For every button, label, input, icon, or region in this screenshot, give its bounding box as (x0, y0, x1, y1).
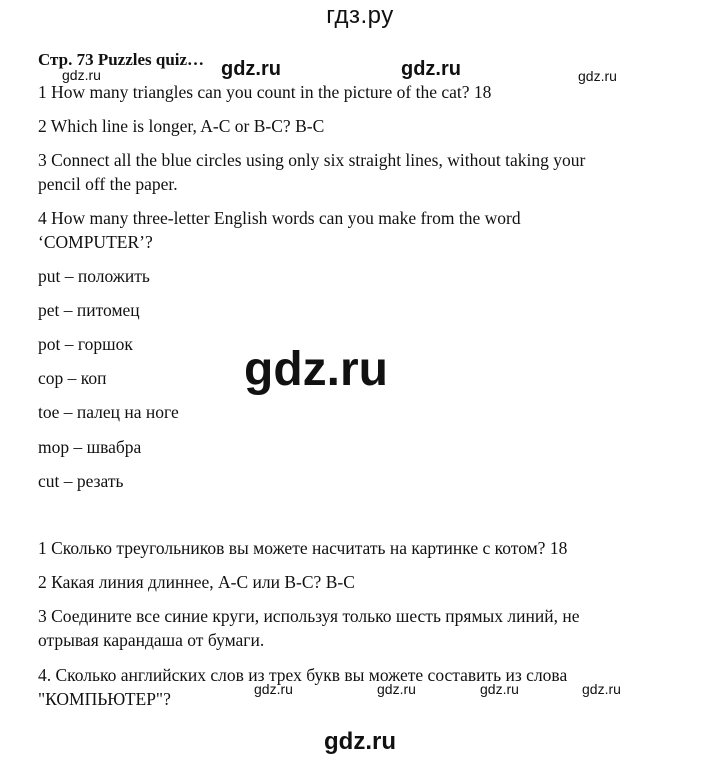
word-item: cut – резать (38, 471, 124, 491)
watermark: gdz.ru (377, 681, 416, 697)
watermark-large: gdz.ru (244, 343, 388, 396)
watermark: gdz.ru (578, 68, 617, 84)
watermark: gdz.ru (401, 58, 461, 80)
word-item: pet – питомец (38, 300, 140, 320)
question-1-ru: 1 Сколько треугольников вы можете насчитать на картинке с котом? 18 (38, 538, 568, 558)
question-3-en-line-2: pencil off the paper. (38, 174, 178, 194)
watermark: gdz.ru (62, 67, 101, 83)
page-heading: Стр. 73 Puzzles quiz… (38, 50, 205, 69)
question-2-ru: 2 Какая линия длиннее, А-С или В-С? В-С (38, 572, 355, 592)
question-4-ru-line-2: "КОМПЬЮТЕР"? (38, 689, 171, 709)
question-3-ru-line-1: 3 Соедините все синие круги, используя только шесть прямых линий, не (38, 606, 580, 626)
question-4-en-line-1: 4 How many three-letter English words can you make from the word (38, 208, 521, 228)
question-4-en-line-2: ‘COMPUTER’? (38, 232, 153, 252)
question-3-ru-line-2: отрывая карандаша от бумаги. (38, 630, 265, 650)
watermark: gdz.ru (582, 681, 621, 697)
watermark: gdz.ru (254, 681, 293, 697)
site-title: гдз.ру (326, 2, 394, 29)
watermark: gdz.ru (480, 681, 519, 697)
word-item: mop – швабра (38, 437, 142, 457)
word-item: toe – палец на ноге (38, 402, 179, 422)
word-item: pot – горшок (38, 334, 133, 354)
word-item: put – положить (38, 266, 150, 286)
footer-watermark: gdz.ru (324, 728, 396, 755)
question-2-en: 2 Which line is longer, A-C or B-C? B-C (38, 116, 325, 136)
watermark: gdz.ru (221, 58, 281, 80)
question-1-en: 1 How many triangles can you count in the picture of the cat? 18 (38, 82, 492, 102)
word-item: cop – коп (38, 368, 107, 388)
question-4-ru-line-1: 4. Сколько английских слов из трех букв вы можете составить из слова (38, 665, 568, 685)
question-3-en-line-1: 3 Connect all the blue circles using only six straight lines, without taking your (38, 150, 586, 170)
